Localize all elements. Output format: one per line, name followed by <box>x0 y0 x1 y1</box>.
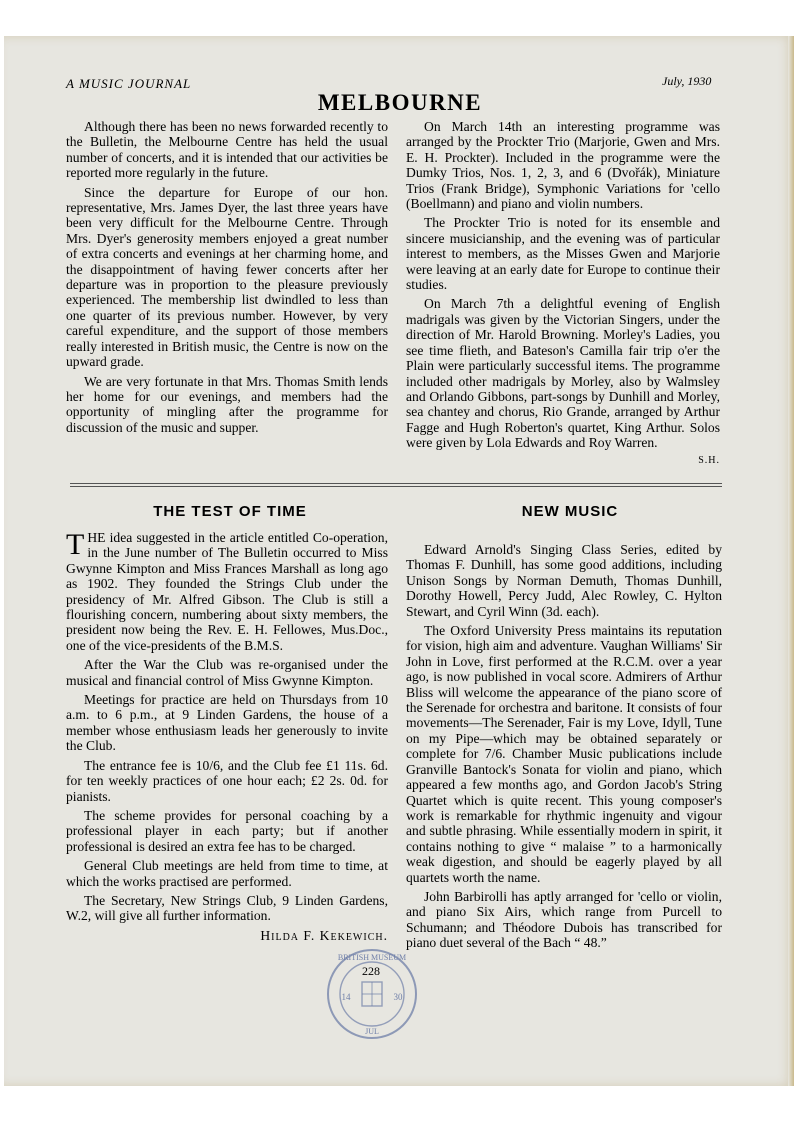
stamp-text: BRITISH MUSEUM <box>337 953 407 962</box>
paragraph: The Secretary, New Strings Club, 9 Linden Gardens, W.2, will give all further information. <box>66 892 388 924</box>
divider-rule <box>70 483 722 484</box>
author-signature: Hilda F. Kekewich. <box>260 927 388 943</box>
paragraph: Meetings for practice are held on Thursdays from 10 a.m. to 6 p.m., at 9 Linden Gardens, the house of a member whose enthusiasm leads her generously to invite the Club. <box>66 692 388 754</box>
paragraph: The entrance fee is 10/6, and the Club fee £1 11s. 6d. for ten weekly practices of one hour each; £2 2s. 0d. for pianists. <box>66 757 388 804</box>
melbourne-column-left <box>66 119 388 439</box>
heading-test-of-time: THE TEST OF TIME <box>153 503 307 520</box>
page-edge <box>788 36 794 1086</box>
divider-rule <box>70 486 722 487</box>
library-stamp-icon <box>324 946 420 1042</box>
paragraph: Edward Arnold's Singing Class Series, edited by Thomas F. Dunhill, has some good additions, including Unison Songs by Norman Demuth, Thomas Dunhill, Dorothy Howell, Percy Judd, Alec Rowley, C. Hylton Stewart, and Cyril Winn (3d. each). <box>406 542 722 619</box>
author-initials: S.H. <box>698 454 720 466</box>
paragraph: John Barbirolli has aptly arranged for 'cello or violin, and piano Six Airs, which range from Purcell to Schumann; and Théodore Dubois has transcribed for piano duet several of the Bach “ 48.” <box>406 888 722 951</box>
paragraph: Since the departure for Europe of our hon. representative, Mrs. James Dyer, the last three years have been very difficult for the Melbourne Centre. Through Mrs. Dyer's generosity members enjoyed a great number of extra concerts and evenings at her charming home, and the disappointment of having fewer concerts after her departure was in proportion to the pleasure previously experienced. The membership list dwindled to less than one quarter of its previous number. However, by very careful expenditure, and the support of those members really interested in British music, the Centre is now on the upward grade. <box>66 184 388 370</box>
paragraph: After the War the Club was re-organised under the musical and financial control of Miss Gwynne Kimpton. <box>66 657 388 688</box>
paragraph: The Prockter Trio is noted for its ensemble and sincere musicianship, and the evening was of particular interest to members, as the Misses Gwen and Marjorie were leaving at an early date for Europe to continue their studies. <box>406 215 720 293</box>
paragraph: On March 7th a delightful evening of English madrigals was given by the Victorian Singers, under the direction of Mr. Harold Browning. Morley's Ladies, you see time flieth, and Bateson's Camilla fair trip o'er the Plain were particularly successful items. The programme included other madrigals by Morley, also by Walmsley and Orlando Gibbons, part-songs by Dunhill and Morley, sea chantey and chorus, Rio Grande, arranged by Arthur Fagge and Hugh Roberton's quartet, King Arthur. Solos were given by Lola Edwards and Roy Warren. <box>406 296 720 451</box>
drop-cap: T <box>66 528 85 561</box>
new-music-column <box>406 520 722 955</box>
paragraph: General Club meetings are held from time to time, at which the works practised are performed. <box>66 858 388 889</box>
section-masthead: MELBOURNE <box>317 90 483 115</box>
scan-background-bottom <box>0 1086 794 1123</box>
paragraph: Although there has been no news forwarded recently to the Bulletin, the Melbourne Centre has held the usual number of concerts, and it is intended that our activities be reported more regularly in the future. <box>66 119 388 181</box>
melbourne-column-right <box>406 119 720 468</box>
stamp-year: 30 <box>393 992 403 1002</box>
paragraph-text: HE idea suggested in the article entitled Co-operation, in the June number of The Bulletin occurred to Miss Gwynne Kimpton and Miss Frances Marshall as long ago as 1902. They founded the Strings Club under the presidency of Mr. Alfred Gibson. The Club is still a flourishing concern, numbering about sixty members, the president now being the Rev. E. H. Fellowes, Mus.Doc., one of the vice-presidents of the B.M.S. <box>66 530 388 653</box>
running-title: A MUSIC JOURNAL <box>66 76 192 91</box>
stamp-day: 14 <box>341 992 351 1002</box>
page-number: 228 <box>362 964 380 978</box>
issue-date: July, 1930 <box>662 74 712 88</box>
scan-background-top <box>0 0 794 40</box>
heading-new-music: NEW MUSIC <box>521 503 619 520</box>
paragraph: The scheme provides for personal coaching by a professional player in each party; but if another professional is desired an extra fee has to be charged. <box>66 807 388 854</box>
paragraph: The Oxford University Press maintains its reputation for vision, high aim and adventure. Vaughan Williams' Sir John in Love, first performed at the R.C.M. over a year ago, is now published in vocal score. Admirers of Arthur Bliss will welcome the appearance of the piano score of the Serenade for orchestra and baritone. It consists of four movements—The Serenader, Fair is my Love, Idyll, Tune on my Pipe—which may be obtained separately or complete for 7/6. Chamber Music publications include Granville Bantock's Sonata for violin and piano, which appeared a few months ago, and Gordon Jacob's String Quartet which is quite recent. This young composer's work is remarkable for rhythmic ingenuity and vigour and subtle phrasing. While essentially modern in spirit, it contains nothing to give “ malaise ” to a harmonically weak digestion, and should be eagerly played by all quartets worth the name. <box>406 623 722 885</box>
paragraph: On March 14th an interesting programme was arranged by the Prockter Trio (Marjorie, Gwen and Mrs. E. H. Prockter). Included in the programme were the Dumky Trios, Nos. 1, 2, 3, and 6 (Dvořák), Miniature Trios (Frank Bridge), Symphonic Variations for 'cello (Boellmann) and piano and violin numbers. <box>406 119 720 212</box>
opening-paragraph <box>66 530 388 653</box>
paragraph: We are very fortunate in that Mrs. Thomas Smith lends her home for our evenings, and members had the opportunity of mingling after the programme for discussion of the music and supper. <box>66 373 388 435</box>
test-of-time-column <box>66 530 388 943</box>
stamp-month: JUL <box>365 1027 379 1036</box>
